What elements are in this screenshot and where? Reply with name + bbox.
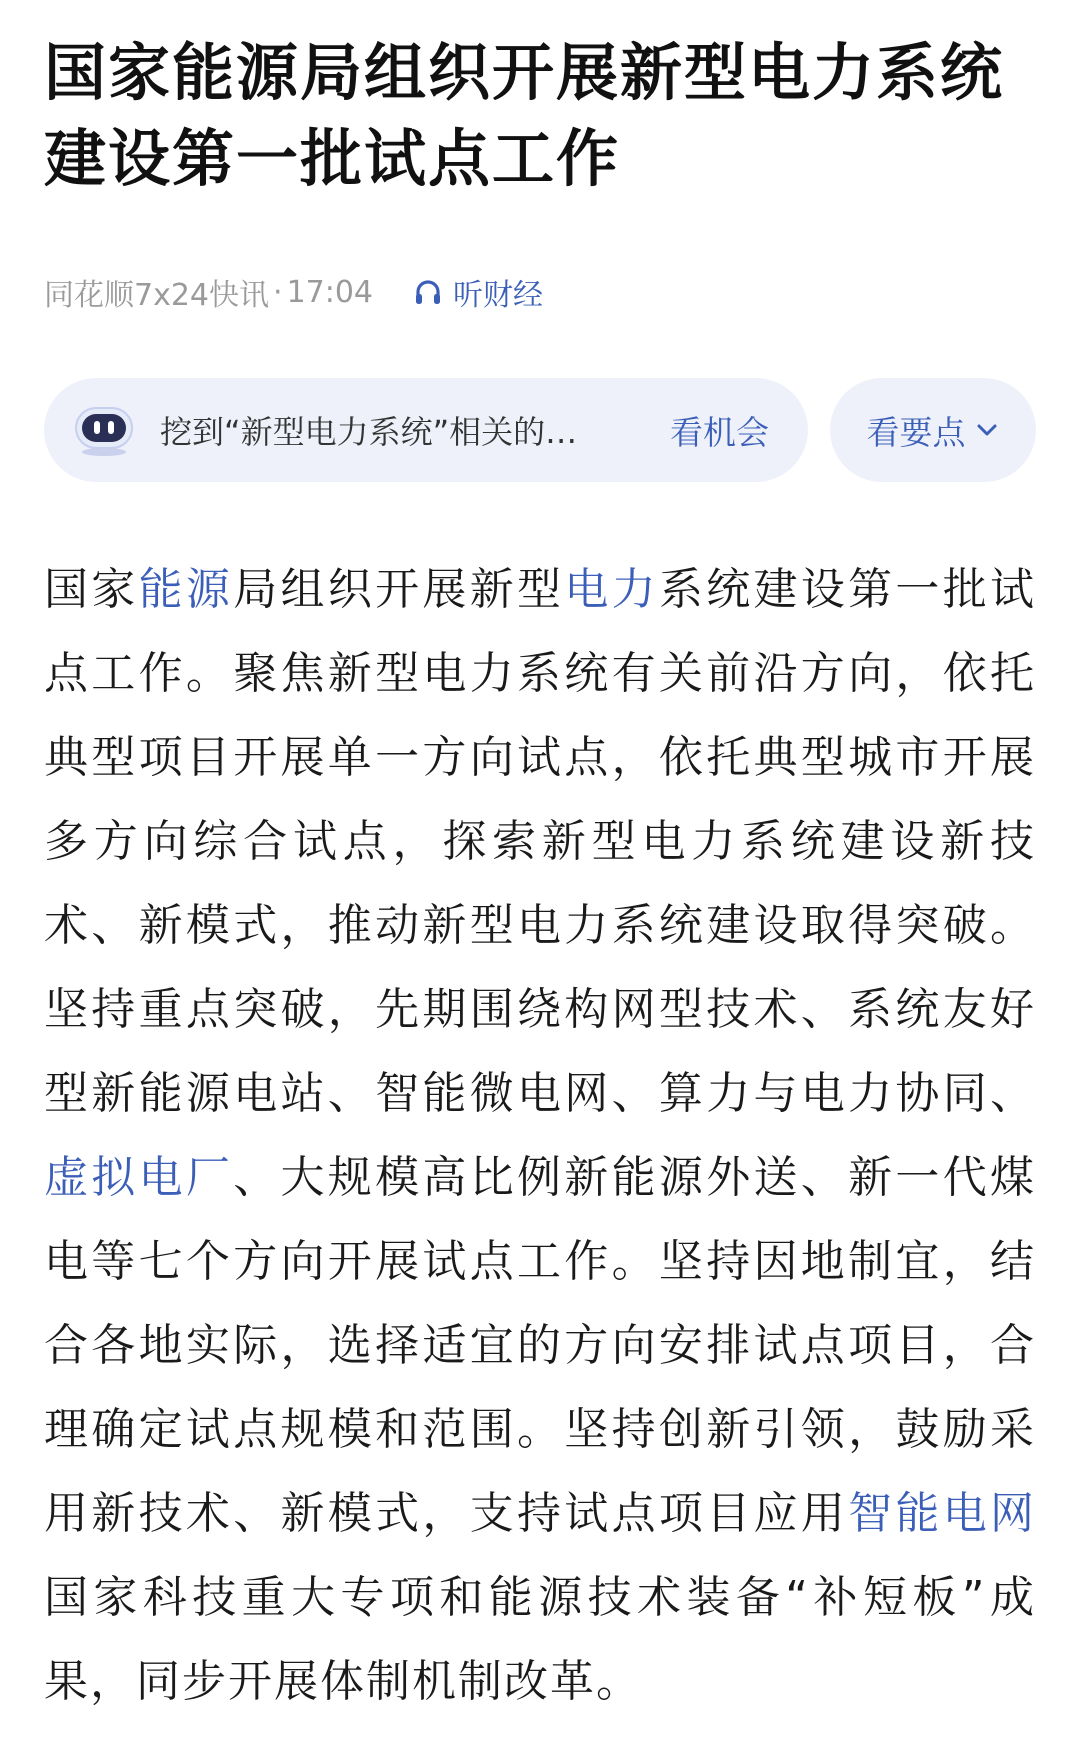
source-name: 同花顺7x24快讯	[44, 278, 270, 313]
meta-separator: ·	[273, 274, 283, 310]
article-title	[44, 30, 1044, 202]
ai-opportunity-bar[interactable]	[44, 378, 808, 482]
body-text-segment: 国家	[44, 564, 139, 615]
listen-label: 听财经	[453, 278, 544, 313]
title-line-2: 建设第一批试点工作	[44, 122, 621, 195]
title-line-1: 国家能源局组织开展新型电力系统	[44, 36, 1005, 109]
body-text-segment: 国家科技重大专项和能源技术装备“补短板”成果，同步开展体制机制改革。	[44, 1572, 1036, 1707]
stock-link-energy[interactable]: 能源	[138, 564, 234, 615]
key-points-button[interactable]	[830, 378, 1036, 482]
article-body	[44, 548, 1036, 1724]
ai-summary-text: 挖到“新型电力系统”相关的…	[160, 413, 578, 451]
headphones-icon	[413, 277, 443, 307]
chevron-down-icon	[974, 417, 1000, 443]
key-points-label: 看要点	[866, 412, 966, 452]
body-text-segment: 、大规模高比例新能源外送、新一代煤电等七个方向开展试点工作。坚持因地制宜，结合各地实际，选择适宜的方向安排试点项目，合理确定试点规模和范围。坚持创新引领，鼓励采用新技术、新模式，支持试点项目应用	[44, 1152, 1037, 1539]
listen-button[interactable]	[413, 270, 543, 314]
article-meta	[44, 270, 543, 314]
stock-link-power[interactable]: 电力	[564, 564, 659, 615]
body-text-segment: 系统建设第一批试点工作。聚焦新型电力系统有关前沿方向，依托典型项目开展单一方向试点，依托典型城市开展多方向综合试点，探索新型电力系统建设新技术、新模式，推动新型电力系统建设取得突破。坚持重点突破，先期围绕构网型技术、系统友好型新能源电站、智能微电网、算力与电力协同、	[44, 564, 1037, 1119]
see-opportunity-button[interactable]: 看机会	[670, 412, 769, 452]
publish-time: 17:04	[286, 274, 374, 310]
stock-link-virtual-power-plant[interactable]: 虚拟电厂	[44, 1152, 234, 1203]
robot-icon	[70, 402, 138, 458]
stock-link-smart-grid[interactable]: 智能电网	[848, 1488, 1037, 1539]
body-text-segment: 局组织开展新型	[233, 564, 565, 615]
